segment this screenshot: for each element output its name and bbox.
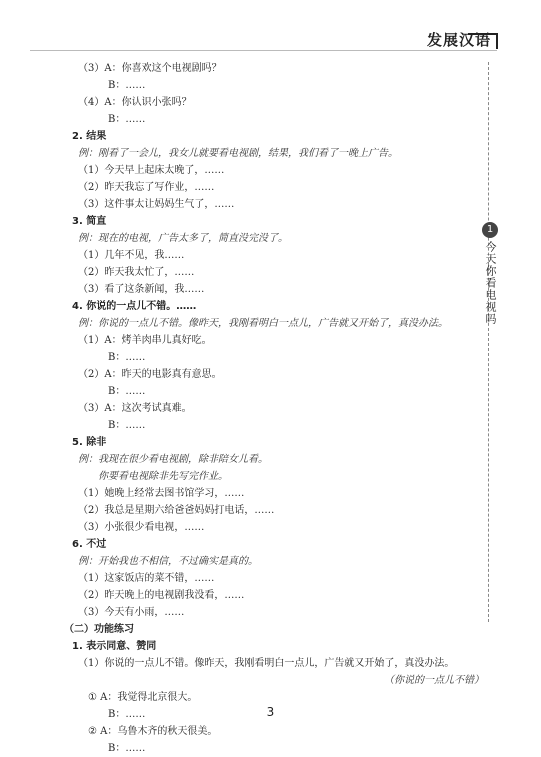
item-heading: 2. 结果 bbox=[72, 131, 107, 142]
text-line: （1）A：烤羊肉串儿真好吃。 bbox=[78, 335, 212, 346]
text-line: （1）这家饭店的菜不错，…… bbox=[78, 573, 215, 584]
text-line: （3）看了这条新闻，我…… bbox=[78, 284, 205, 295]
margin-dotted-line bbox=[488, 62, 489, 622]
text-line: （3）A：这次考试真难。 bbox=[78, 403, 192, 414]
chapter-side-title: 今天你看电视吗 bbox=[484, 241, 497, 325]
item-heading: 3. 简直 bbox=[72, 216, 107, 227]
text-line: （2）昨天晚上的电视剧我没看，…… bbox=[78, 590, 245, 601]
text-line: （1）你说的一点儿不错。像昨天，我刚看明白一点儿，广告就又开始了，真没办法。 bbox=[78, 658, 455, 669]
text-line: （3）这件事太让妈妈生气了，…… bbox=[78, 199, 235, 210]
example-line: 你要看电视除非先写完作业。 bbox=[98, 471, 228, 482]
item-heading: 1. 表示同意、赞同 bbox=[72, 641, 157, 652]
text-line: （2）昨天我忘了写作业，…… bbox=[78, 182, 215, 193]
text-line: （3）A：你喜欢这个电视剧吗？ bbox=[78, 63, 222, 74]
text-line: B：…… bbox=[108, 743, 146, 754]
text-line: B：…… bbox=[108, 709, 146, 720]
text-line: B：…… bbox=[108, 352, 146, 363]
chapter-number-badge: 1 bbox=[482, 222, 498, 238]
text-line: （1）她晚上经常去图书馆学习，…… bbox=[78, 488, 245, 499]
text-line: ② A：乌鲁木齐的秋天很美。 bbox=[88, 726, 218, 737]
page-number: 3 bbox=[266, 705, 275, 719]
text-line: （2）我总是星期六给爸爸妈妈打电话，…… bbox=[78, 505, 275, 516]
text-line: （4）A：你认识小张吗？ bbox=[78, 97, 192, 108]
text-line: （1）几年不见，我…… bbox=[78, 250, 185, 261]
header-corner-mark bbox=[468, 33, 498, 49]
text-line: （3）小张很少看电视，…… bbox=[78, 522, 205, 533]
text-line: ① A：我觉得北京很大。 bbox=[88, 692, 198, 703]
example-line: 例：现在的电视，广告太多了，简直没完没了。 bbox=[78, 233, 288, 244]
text-line: （2）昨天我太忙了，…… bbox=[78, 267, 195, 278]
text-line: B：…… bbox=[108, 80, 146, 91]
example-line: 例：开始我也不相信，不过确实是真的。 bbox=[78, 556, 258, 567]
text-line: （1）今天早上起床太晚了，…… bbox=[78, 165, 225, 176]
example-line: 例：我现在很少看电视剧，除非陪女儿看。 bbox=[78, 454, 268, 465]
text-line: （3）今天有小雨，…… bbox=[78, 607, 185, 618]
text-line: B：…… bbox=[108, 386, 146, 397]
section-heading: （二）功能练习 bbox=[64, 624, 134, 635]
header-rule bbox=[30, 50, 497, 51]
item-heading: 5. 除非 bbox=[72, 437, 107, 448]
text-line: （2）A：昨天的电影真有意思。 bbox=[78, 369, 222, 380]
text-line: B：…… bbox=[108, 114, 146, 125]
example-note: （你说的一点儿不错） bbox=[384, 675, 484, 686]
item-heading: 6. 不过 bbox=[72, 539, 107, 550]
page-content bbox=[64, 60, 488, 757]
page-header-title: 发展汉语 bbox=[426, 31, 491, 49]
example-line: 例：你说的一点儿不错。像昨天，我刚看明白一点儿，广告就又开始了，真没办法。 bbox=[78, 318, 448, 329]
item-heading: 4. 你说的一点儿不错。…… bbox=[72, 301, 197, 312]
example-line: 例：刚看了一会儿，我女儿就要看电视剧，结果，我们看了一晚上广告。 bbox=[78, 148, 398, 159]
text-line: B：…… bbox=[108, 420, 146, 431]
